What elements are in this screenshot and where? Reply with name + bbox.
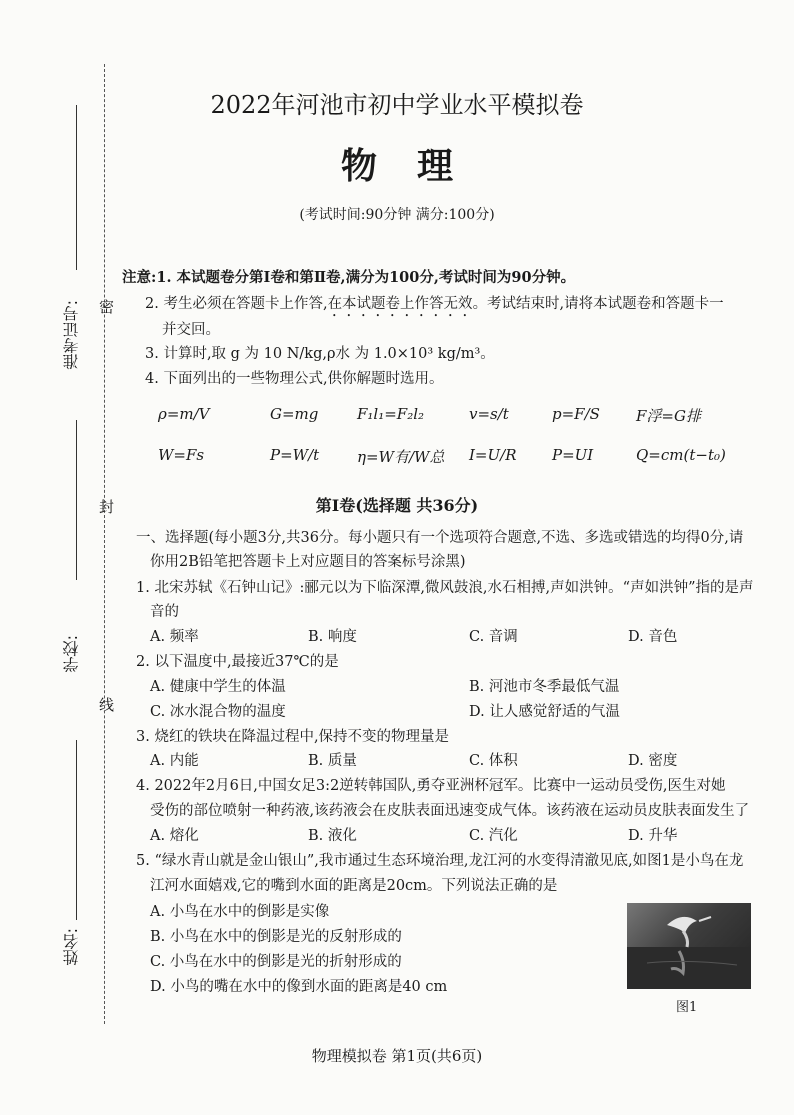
q2-option-d: D. 让人感觉舒适的气温 xyxy=(469,704,620,720)
q4-stem-1: 4. 2022年2月6日,中国女足3:2逆转韩国队,勇夺亚洲杯冠军。比赛中一运动员受伤,医生对她 xyxy=(136,778,726,794)
instructions-line2: 你用2B铅笔把答题卡上对应题目的答案标号涂黑) xyxy=(150,554,466,570)
note-3: 3. 计算时,取 g 为 10 N/kg,ρ水 为 1.0×10³ kg/m³。 xyxy=(145,346,495,362)
section-heading: 第Ⅰ卷(选择题 共36分) xyxy=(315,496,479,515)
q3-option-d: D. 密度 xyxy=(628,753,678,769)
q1-option-b: B. 响度 xyxy=(308,629,357,645)
note-1: 注意:1. 本试题卷分第Ⅰ卷和第Ⅱ卷,满分为100分,考试时间为90分钟。 xyxy=(122,269,576,286)
q1-option-a: A. 频率 xyxy=(150,629,199,645)
q3-option-c: C. 体积 xyxy=(469,753,518,769)
q5-option-d: D. 小鸟的嘴在水中的像到水面的距离是40 cm xyxy=(150,979,448,995)
q5-option-c: C. 小鸟在水中的倒影是光的折射形成的 xyxy=(150,954,402,970)
seal-mi: 密 xyxy=(99,298,115,316)
q4-option-a: A. 熔化 xyxy=(150,828,199,844)
seal-feng: 封 xyxy=(99,498,115,516)
note-2: 2. 考生必须在答题卡上作答,在本试题卷上作答无效。考试结束时,请将本试题卷和答题卡一 xyxy=(145,296,724,312)
exam-title: 2022年河池市初中学业水平模拟卷 xyxy=(210,91,584,119)
bird-reflection-icon xyxy=(627,903,751,989)
bird-photo xyxy=(627,903,751,989)
q1-stem-1: 1. 北宋苏轼《石钟山记》:郦元以为下临深潭,微风鼓浪,水石相搏,声如洪钟。“声如洪钟”指的是声 xyxy=(136,580,754,596)
q4-option-b: B. 液化 xyxy=(308,828,357,844)
formula-power: P=W/t xyxy=(270,446,320,464)
formula-efficiency: η=W有/W总 xyxy=(357,448,445,466)
q4-option-c: C. 汽化 xyxy=(469,828,518,844)
q2-option-a: A. 健康中学生的体温 xyxy=(150,679,286,695)
q1-option-c: C. 音调 xyxy=(469,629,518,645)
note-2-cont: 并交回。 xyxy=(162,322,220,338)
q1-stem-2: 音的 xyxy=(150,604,179,620)
exam-number-label: 准考证号: xyxy=(62,300,81,370)
seal-xian: 线 xyxy=(99,696,115,714)
school-label: 学校: xyxy=(62,635,81,673)
figure-caption: 图1 xyxy=(676,1000,698,1015)
formula-electric-power: P=UI xyxy=(552,446,594,464)
instructions-line1: 一、选择题(每小题3分,共36分。每小题只有一个选项符合题意,不选、多选或错选的均得0分,请 xyxy=(136,530,744,546)
formula-ohm: I=U/R xyxy=(469,446,517,464)
exam-info: (考试时间:90分钟 满分:100分) xyxy=(299,207,495,223)
q2-option-b: B. 河池市冬季最低气温 xyxy=(469,679,620,695)
q5-option-b: B. 小鸟在水中的倒影是光的反射形成的 xyxy=(150,929,402,945)
subject-title: 物理 xyxy=(340,145,493,187)
q2-stem: 2. 以下温度中,最接近37℃的是 xyxy=(136,654,339,670)
formula-work: W=Fs xyxy=(158,446,205,464)
formula-buoyancy: F浮=G排 xyxy=(636,407,701,425)
q4-option-d: D. 升华 xyxy=(628,828,678,844)
q3-option-b: B. 质量 xyxy=(308,753,357,769)
name-line xyxy=(76,740,77,920)
q4-stem-2: 受伤的部位喷射一种药液,该药液会在皮肤表面迅速变成气体。该药液在运动员皮肤表面发生了 xyxy=(150,803,750,819)
formula-pressure: p=F/S xyxy=(552,405,600,423)
q5-stem-1: 5. “绿水青山就是金山银山”,我市通过生态环境治理,龙江河的水变得清澈见底,如图1是小鸟在龙 xyxy=(136,853,744,869)
q1-option-d: D. 音色 xyxy=(628,629,678,645)
q2-option-c: C. 冰水混合物的温度 xyxy=(150,704,286,720)
formula-density: ρ=m/V xyxy=(158,405,210,423)
formula-lever: F₁l₁=F₂l₂ xyxy=(357,405,425,423)
formula-heat: Q=cm(t−t₀) xyxy=(636,446,726,464)
q5-option-a: A. 小鸟在水中的倒影是实像 xyxy=(150,904,330,920)
formula-speed: v=s/t xyxy=(469,405,509,423)
formula-gravity: G=mg xyxy=(270,405,319,423)
note-4: 4. 下面列出的一些物理公式,供你解题时选用。 xyxy=(145,371,444,387)
q3-option-a: A. 内能 xyxy=(150,753,199,769)
page-footer: 物理模拟卷 第1页(共6页) xyxy=(311,1047,483,1065)
q5-stem-2: 江河水面嬉戏,它的嘴到水面的距离是20cm。下列说法正确的是 xyxy=(150,878,558,894)
name-label: 姓名: xyxy=(62,928,81,966)
q3-stem: 3. 烧红的铁块在降温过程中,保持不变的物理量是 xyxy=(136,729,450,745)
